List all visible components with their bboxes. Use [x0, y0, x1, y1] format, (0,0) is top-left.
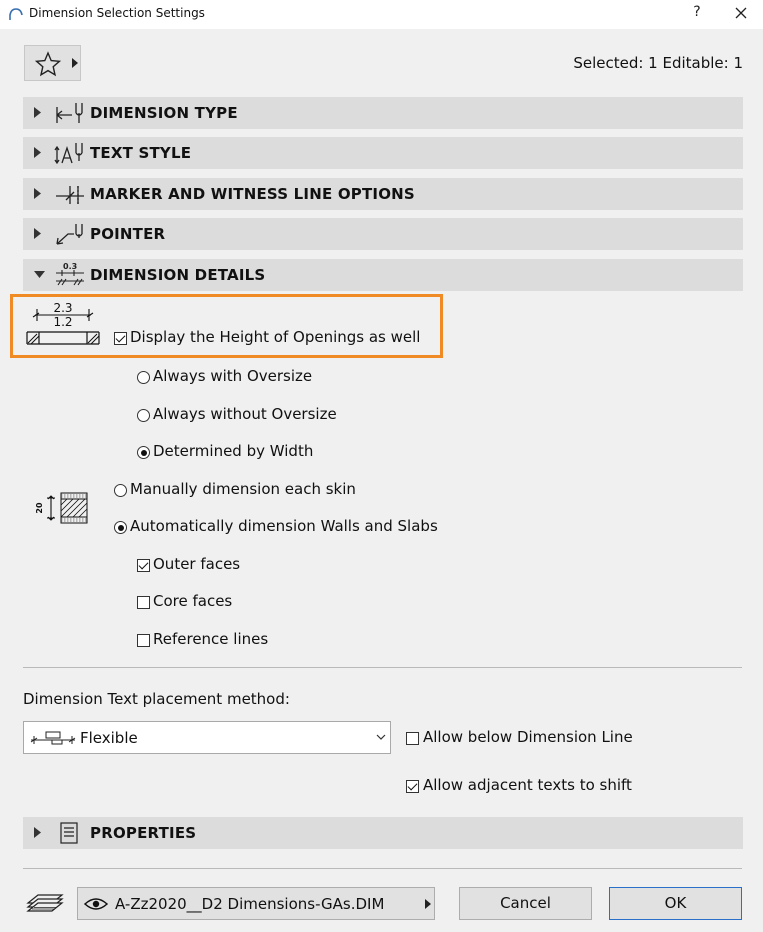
title-bar	[0, 0, 763, 29]
dimension-details-icon	[54, 261, 86, 287]
detail-icon-value: 0.3	[63, 262, 78, 271]
chevron-down-icon	[376, 734, 386, 741]
allow-shift-checkbox[interactable]	[406, 780, 419, 793]
opening-height-icon	[25, 299, 101, 347]
display-height-label: Display the Height of Openings as well	[130, 328, 421, 346]
star-icon	[35, 51, 61, 77]
file-name: A-Zz2020__D2 Dimensions-GAs.DIM	[115, 895, 385, 913]
section-label: TEXT STYLE	[90, 144, 192, 162]
icon-top-value: 2.3	[53, 301, 73, 315]
triangle-right-icon	[72, 58, 78, 68]
section-text-style[interactable]	[23, 137, 743, 169]
divider	[23, 868, 742, 869]
close-icon[interactable]	[733, 5, 749, 21]
placement-method-dropdown[interactable]	[23, 721, 391, 754]
core-faces-checkbox[interactable]	[137, 596, 150, 609]
determined-by-width-radio[interactable]	[137, 446, 150, 459]
always-with-oversize-label: Always with Oversize	[153, 367, 313, 385]
properties-icon	[59, 821, 79, 845]
allow-shift-label: Allow adjacent texts to shift	[423, 776, 632, 794]
expand-arrow-icon	[34, 107, 41, 118]
section-marker-witness[interactable]	[23, 178, 743, 210]
reference-lines-checkbox[interactable]	[137, 634, 150, 647]
window-title: Dimension Selection Settings	[29, 6, 205, 20]
placement-method-value: Flexible	[80, 729, 138, 747]
outer-faces-checkbox[interactable]	[137, 559, 150, 572]
always-without-oversize-label: Always without Oversize	[153, 405, 337, 423]
manually-dimension-label: Manually dimension each skin	[130, 480, 356, 498]
archicad-app-icon	[9, 7, 23, 21]
determined-by-width-label: Determined by Width	[153, 442, 314, 460]
section-label: DIMENSION DETAILS	[90, 266, 266, 284]
reference-lines-label: Reference lines	[153, 630, 269, 648]
core-faces-label: Core faces	[153, 592, 233, 610]
section-label: POINTER	[90, 225, 166, 243]
section-label: PROPERTIES	[90, 824, 197, 842]
expand-arrow-icon	[34, 228, 41, 239]
expand-arrow-icon	[34, 188, 41, 199]
favorites-button[interactable]	[24, 45, 81, 81]
automatically-dimension-label: Automatically dimension Walls and Slabs	[130, 517, 438, 535]
collapse-arrow-icon	[34, 271, 45, 278]
favorite-file-selector[interactable]	[77, 887, 435, 920]
eye-icon	[84, 897, 108, 911]
triangle-right-icon	[425, 899, 431, 909]
layer-stack-icon	[24, 887, 64, 915]
always-with-oversize-radio[interactable]	[137, 371, 150, 384]
section-label: DIMENSION TYPE	[90, 104, 238, 122]
section-pointer[interactable]	[23, 218, 743, 250]
icon-bottom-value: 1.2	[53, 315, 73, 329]
outer-faces-label: Outer faces	[153, 555, 241, 573]
allow-below-label: Allow below Dimension Line	[423, 728, 633, 746]
manually-dimension-radio[interactable]	[114, 484, 127, 497]
section-dimension-type[interactable]	[23, 97, 743, 129]
allow-below-checkbox[interactable]	[406, 732, 419, 745]
placement-method-label: Dimension Text placement method:	[23, 690, 290, 708]
marker-witness-icon	[54, 182, 86, 206]
pointer-icon	[54, 222, 86, 246]
wall-skins-icon	[33, 490, 89, 526]
ok-button[interactable]: OK	[609, 887, 742, 920]
section-label: MARKER AND WITNESS LINE OPTIONS	[90, 185, 415, 203]
help-button[interactable]: ?	[693, 4, 701, 20]
text-style-icon	[54, 141, 86, 165]
section-dimension-details[interactable]	[23, 259, 743, 291]
section-properties[interactable]	[23, 817, 743, 849]
selection-count: Selected: 1 Editable: 1	[573, 54, 743, 72]
expand-arrow-icon	[34, 147, 41, 158]
expand-arrow-icon	[34, 827, 41, 838]
display-height-checkbox[interactable]	[114, 332, 127, 345]
dimension-type-icon	[54, 101, 86, 125]
automatically-dimension-radio[interactable]	[114, 521, 127, 534]
skin-icon-value: 20	[35, 502, 44, 514]
cancel-button[interactable]: Cancel	[459, 887, 592, 920]
divider	[23, 667, 742, 668]
flexible-placement-icon	[30, 731, 76, 745]
always-without-oversize-radio[interactable]	[137, 409, 150, 422]
